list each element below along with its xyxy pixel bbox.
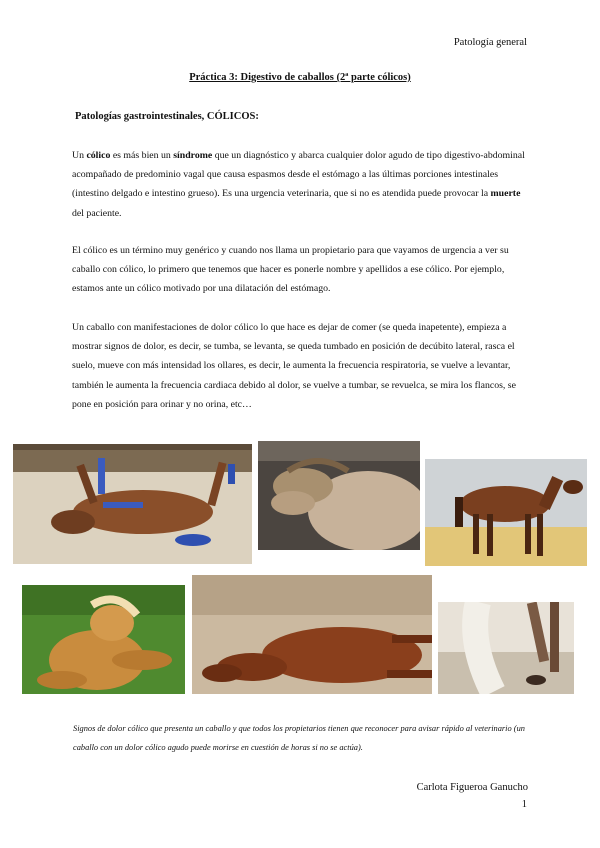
paragraph-definition: [72, 146, 528, 223]
section-heading: Patologías gastrointestinales, CÓLICOS:: [75, 111, 259, 122]
horse-rolling-photo: [13, 444, 252, 564]
paragraph-text: es más bien un: [110, 150, 174, 161]
bold-term-sindrome: síndrome: [173, 150, 213, 161]
horse-standing-straw-photo: [425, 459, 587, 566]
paragraph-signs: Un caballo con manifestaciones de dolor cólico lo que hace es dejar de comer (se queda inapetente), empieza a mostrar signos de dolor, es decir, se tumba, se levanta, se queda tumbado en posición de decúbito lateral, rasca el suelo, mueve con más intensidad los ollares, es decir, le aumenta la frecuencia respiratoria, se vuelve a levantar, también le aumenta la frecuencia cardiaca debido al dolor, se vuelve a tumbar, se revuelca, se mira los flancos, se pone en posición para orinar y no orina, etc…: [72, 322, 516, 410]
figure-caption: Signos de dolor cólico que presenta un caballo y que todos los propietarios tienen que reconocer para avisar rápido al veterinario (un caballo con un dolor cólico agudo puede morirse en cuestión de horas si no se actúa).: [73, 724, 525, 752]
footer-author: Carlota Figueroa Ganucho: [416, 782, 528, 793]
page-number: 1: [521, 799, 527, 810]
paragraph-generic-term: El cólico es un término muy genérico y cuando nos llama un propietario para que vayamos de urgencia a ver su caballo con cólico, lo primero que tenemos que hacer es ponerle nombre y apellidos a ese cólico. Por ejemplo, estamos ante un cólico motivado por una dilatación del estómago.: [72, 245, 509, 295]
horse-looking-flank-photo: [258, 441, 420, 550]
paragraph-text: Un: [72, 150, 87, 161]
bold-term-colico: cólico: [86, 150, 111, 161]
horse-sitting-grass-photo: [22, 585, 185, 694]
page-title: Práctica 3: Digestivo de caballos (2ª parte cólicos): [189, 72, 411, 83]
paragraph-text: que un diagnóstico y abarca cualquier dolor agudo de tipo digestivo-abdominal acompañado de predominio vagal que causa espasmos desde el estómago a las últimas porciones intestinales (intestino delgado e intestino grueso). Es una urgencia veterinaria, que si no es atendida puede provocar la: [72, 150, 525, 200]
paragraph-text: del paciente.: [72, 207, 122, 219]
bold-term-muerte: muerte: [490, 188, 521, 200]
horse-lying-lateral-photo: [192, 575, 432, 694]
running-header: Patología general: [453, 37, 527, 48]
horse-pawing-ground-photo: [438, 602, 574, 694]
